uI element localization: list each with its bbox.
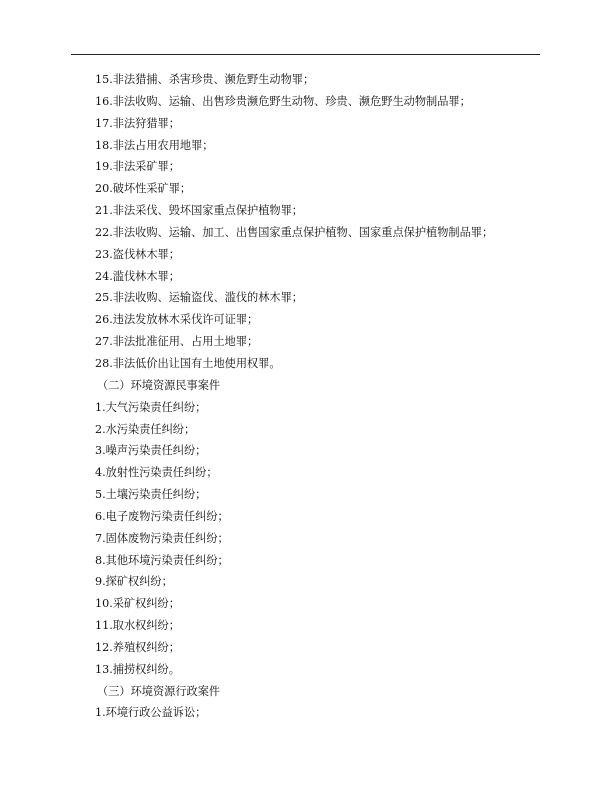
list-item: 1.环境行政公益诉讼； (95, 706, 207, 720)
list-item: 27.非法批准征用、占用土地罪； (95, 335, 259, 349)
list-item: 17.非法狩猎罪； (95, 116, 180, 130)
list-item: 9.探矿权纠纷； (95, 575, 173, 589)
list-item: 18.非法占用农用地罪； (95, 138, 214, 152)
list-item: 7.固体废物污染责任纠纷； (95, 531, 229, 545)
list-item: 26.违法发放林木采伐许可证罪； (95, 313, 259, 327)
list-item: 12.养殖权纠纷； (95, 640, 180, 654)
list-item: 21.非法采伐、毁坏国家重点保护植物罪； (95, 204, 303, 218)
list-item: 24.滥伐林木罪； (95, 269, 180, 283)
section-heading-civil: （二）环境资源民事案件 (97, 378, 221, 392)
list-item: 2.水污染责任纠纷； (95, 422, 196, 436)
section-heading-administrative: （三）环境资源行政案件 (97, 684, 221, 698)
list-item: 10.采矿权纠纷； (95, 597, 180, 611)
list-item: 20.破坏性采矿罪； (95, 182, 192, 196)
list-item: 28.非法低价出让国有土地使用权罪。 (95, 356, 281, 370)
list-item: 1.大气污染责任纠纷； (95, 400, 207, 414)
list-item: 19.非法采矿罪； (95, 160, 180, 174)
list-item: 25.非法收购、运输盗伐、滥伐的林木罪； (95, 291, 303, 305)
list-item: 13.捕捞权纠纷。 (95, 662, 180, 676)
document-body (95, 69, 545, 724)
list-item: 15.非法猎捕、杀害珍贵、濒危野生动物罪； (95, 73, 315, 86)
list-item: 3.噪声污染责任纠纷； (95, 444, 207, 458)
list-item: 16.非法收购、运输、出售珍贵濒危野生动物、珍贵、濒危野生动物制品罪； (95, 94, 471, 108)
header-rule (71, 54, 540, 55)
list-item: 8.其他环境污染责任纠纷； (95, 553, 229, 567)
list-item: 5.土壤污染责任纠纷； (95, 488, 207, 502)
list-item: 22.非法收购、运输、加工、出售国家重点保护植物、国家重点保护植物制品罪； (95, 225, 494, 239)
list-item: 23.盗伐林木罪； (95, 247, 180, 261)
list-item: 6.电子废物污染责任纠纷； (95, 509, 229, 523)
list-item: 11.取水权纠纷； (95, 619, 180, 633)
list-item: 4.放射性污染责任纠纷； (95, 466, 218, 480)
